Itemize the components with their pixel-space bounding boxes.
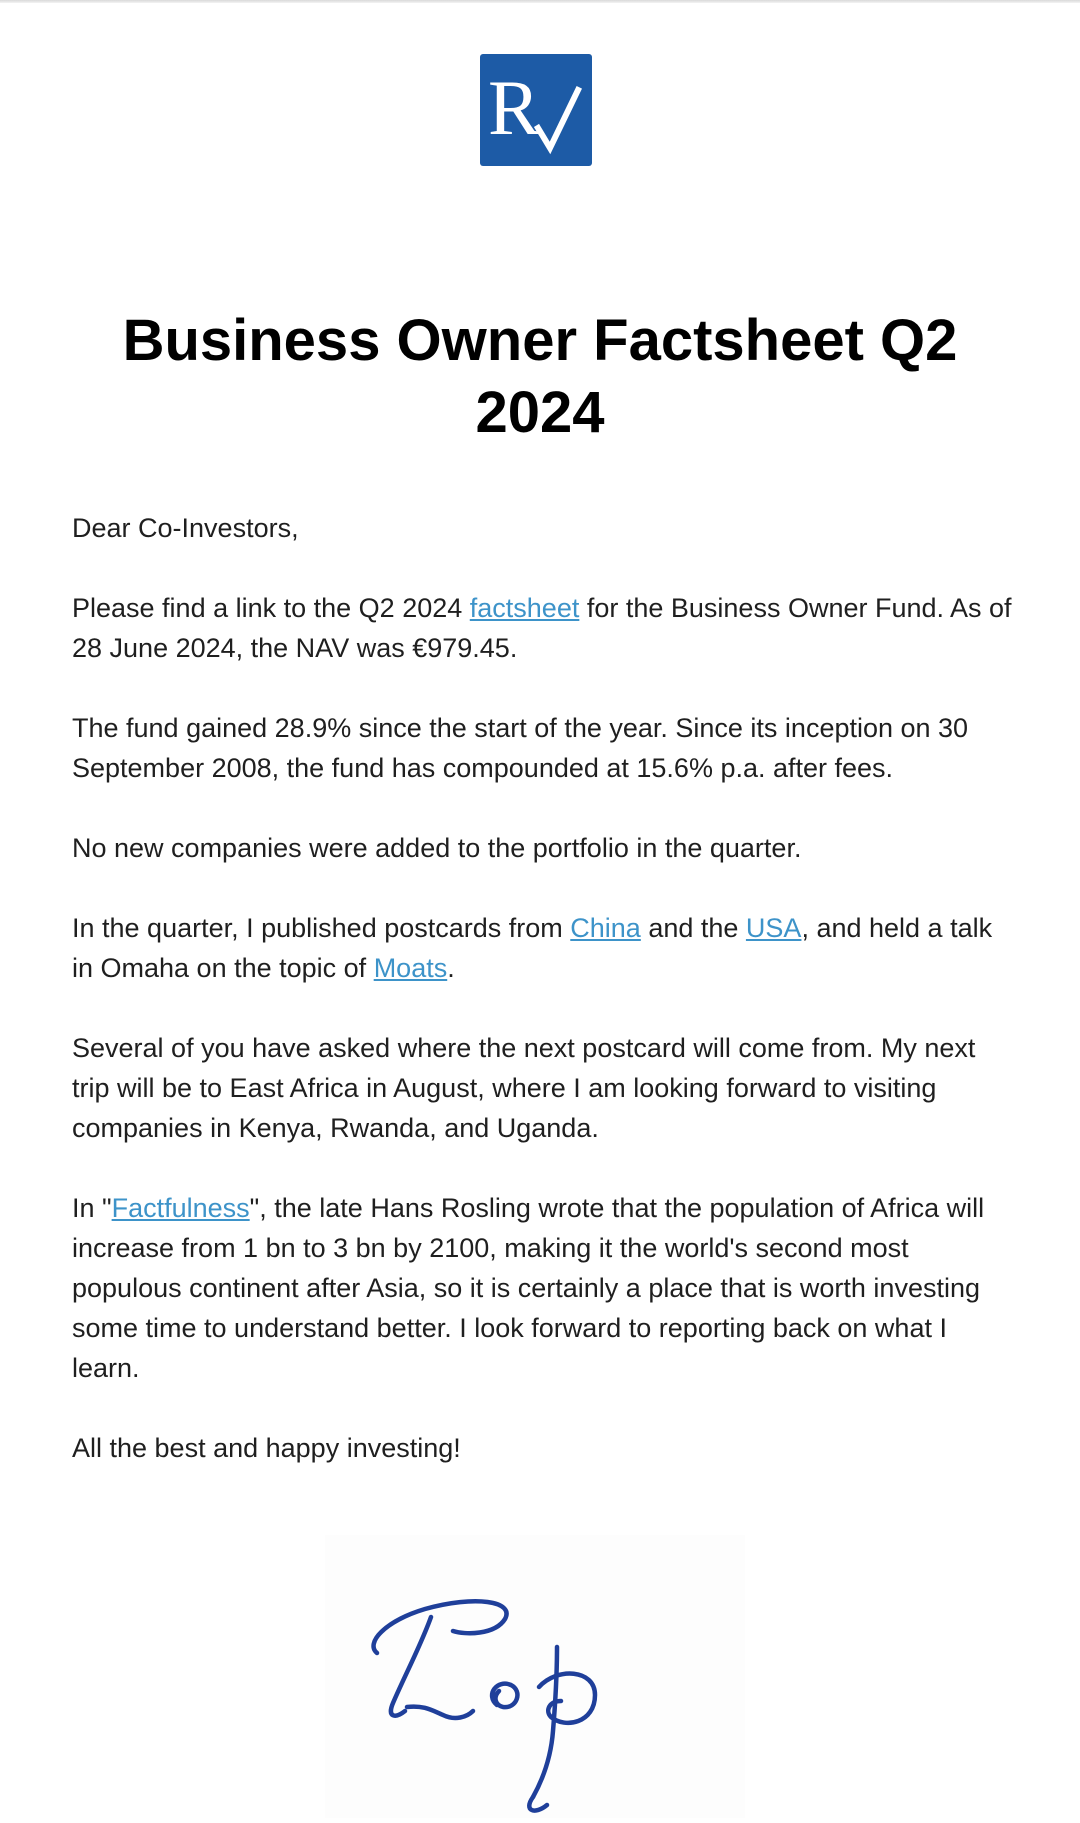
paragraph-text: Please find a link to the Q2 2024 <box>72 593 470 623</box>
factsheet-link[interactable]: factsheet <box>469 593 580 623</box>
top-divider <box>0 0 1080 3</box>
paragraph-text: , and held a talk in Omaha on the topic of <box>72 913 993 983</box>
usa-link[interactable]: USA <box>745 913 802 943</box>
handwritten-signature-icon <box>325 1535 745 1818</box>
paragraph-text: ", the late Hans Rosling wrote that the population of Africa will increase from 1 bn to 3 bn by 2100, making it the world's second most populous continent after Asia, so it is certainly a place that is worth investing some time to understand better. I look forward to reporting back on what I learn. <box>72 1193 985 1383</box>
greeting: Dear Co-Investors, <box>72 513 299 543</box>
signature-image <box>325 1535 745 1818</box>
company-logo[interactable] <box>480 54 592 166</box>
page-title: Business Owner Factsheet Q2 2024 <box>122 308 958 445</box>
paragraph-next-trip: Several of you have asked where the next postcard will come from. My next trip will be to East Africa in August, where I am looking forward to visiting companies in Kenya, Rwanda, and Uganda. <box>72 1033 976 1143</box>
paragraph-text: and the <box>640 913 746 943</box>
paragraph-text: for the Business Owner Fund. As of 28 June 2024, the NAV was €979.45. <box>72 593 1012 663</box>
paragraph-factfulness <box>72 1188 1012 1388</box>
paragraph-factsheet <box>72 588 1012 668</box>
paragraph-portfolio: No new companies were added to the portfolio in the quarter. <box>72 833 802 863</box>
china-link[interactable]: China <box>570 913 641 943</box>
factfulness-link[interactable]: Factfulness <box>111 1193 250 1223</box>
paragraph-postcards <box>72 908 1012 988</box>
paragraph-performance: The fund gained 28.9% since the start of the year. Since its inception on 30 September 2008, the fund has compounded at 15.6% p.a. after fees. <box>72 713 969 783</box>
paragraph-text: . <box>447 953 455 983</box>
paragraph-text: In the quarter, I published postcards from <box>72 913 571 943</box>
paragraph-text: In " <box>72 1193 112 1223</box>
letter-body <box>72 508 1012 1508</box>
closing-line: All the best and happy investing! <box>72 1433 461 1463</box>
logo-letter: R <box>488 64 541 151</box>
moats-link[interactable]: Moats <box>373 953 448 983</box>
logo-checkmark-icon <box>480 54 592 166</box>
